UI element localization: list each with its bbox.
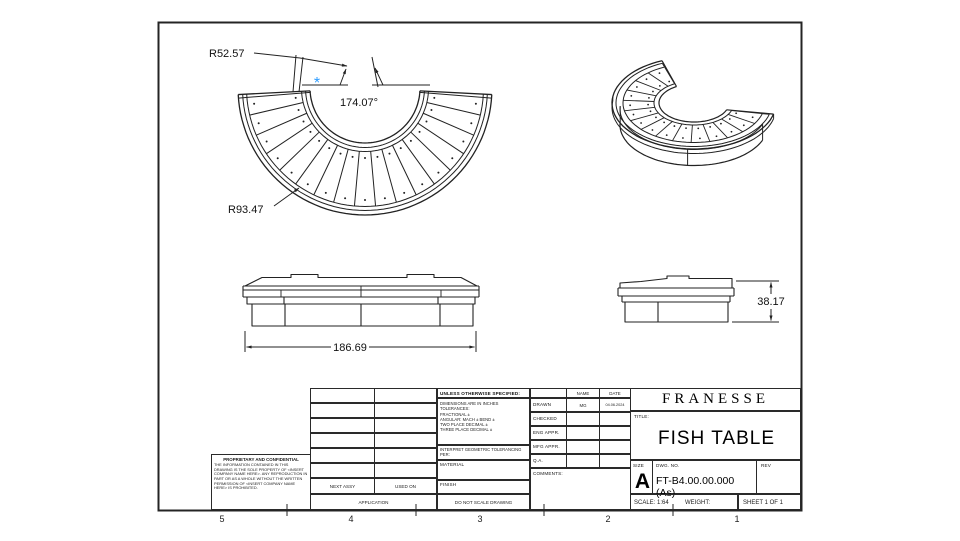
name-header-cell (566, 388, 600, 398)
fastener-dot (376, 156, 378, 158)
plank-seam (382, 149, 397, 202)
fastener-dot (475, 103, 477, 105)
zone-number: 2 (605, 514, 611, 524)
iso-plank-seam (703, 124, 710, 141)
fastener-dot (419, 131, 421, 133)
mfg-appr-date-cell (599, 440, 631, 454)
finish-label: FINISH (440, 482, 457, 487)
iso-plank-seam (631, 113, 659, 121)
iso-end-face (732, 111, 770, 115)
iso-fastener-dot (699, 137, 701, 139)
name-header: NAME (576, 390, 590, 396)
next-assy-label: NEXT ASSY (329, 483, 356, 489)
sheet-cell (738, 494, 801, 510)
fastener-dot (258, 122, 260, 124)
title-label: TITLE: (634, 414, 649, 419)
side-view[interactable] (618, 276, 734, 322)
side-counter-band (618, 288, 734, 296)
grid-cell (310, 418, 375, 433)
dim-arc-angle: 174.07° (339, 97, 379, 109)
grid-cell (310, 388, 375, 403)
fastener-dot (318, 140, 320, 142)
fastener-dot (364, 157, 366, 159)
mfg-appr-name-cell (566, 440, 600, 454)
fastener-dot (295, 97, 297, 99)
front-band-seams (281, 286, 441, 297)
iso-fastener-dot (716, 135, 718, 137)
plank-seam (280, 132, 320, 170)
zone-number: 1 (734, 514, 740, 524)
front-view-dimension (245, 331, 476, 354)
eng-appr-date-cell (599, 426, 631, 440)
do-not-scale-label: DO NOT SCALE DRAWING (454, 499, 513, 505)
drawn-date-cell (599, 398, 631, 412)
iso-fastener-dot (652, 129, 654, 131)
approval-row-label (530, 426, 567, 440)
iso-fastener-dot (650, 110, 652, 112)
fastener-dot (451, 157, 453, 159)
iso-fastener-dot (743, 124, 745, 126)
grid-cell (374, 418, 437, 433)
grid-cell (374, 448, 437, 463)
plank-seam (411, 132, 451, 170)
fastener-dot (470, 122, 472, 124)
fastener-dot (344, 197, 346, 199)
used-on-label: USED ON (395, 483, 416, 489)
fastener-dot (421, 183, 423, 185)
fastener-dot (277, 157, 279, 159)
end-cap (420, 91, 492, 95)
title-cell (630, 411, 801, 460)
grid-cell (374, 433, 437, 448)
tolerance-line: TOLERANCES: (440, 406, 470, 412)
approval-row-label (530, 440, 567, 454)
checked-date-cell (599, 412, 631, 426)
isometric-view[interactable] (612, 61, 774, 166)
rev-label: REV (761, 463, 772, 468)
tolerance-line: TWO PLACE DECIMAL ± (440, 422, 488, 427)
plank-seam (314, 145, 338, 195)
iso-fastener-dot (648, 97, 650, 99)
dim-overall-height: 38.17 (757, 296, 785, 308)
iso-plank-seam (648, 73, 668, 86)
plank-seam (371, 151, 376, 206)
approval-row-label (530, 454, 567, 468)
grid-cell (374, 403, 437, 418)
scale-value: SCALE: 1:64 (634, 500, 669, 506)
date-header: DATE (609, 390, 621, 396)
mfg-appr-label: MFG APPR. (533, 444, 560, 449)
iso-fastener-dot (636, 86, 638, 88)
size-label: SIZE (633, 463, 645, 468)
iso-plank-seam (627, 90, 656, 96)
drawn-name-cell (566, 398, 600, 412)
dwg-no-label: DWG. NO. (656, 463, 680, 468)
iso-fastener-dot (659, 85, 661, 87)
grid-cell (310, 463, 375, 478)
qa-date-cell (599, 454, 631, 468)
iso-fastener-dot (735, 112, 737, 114)
approvals-header-spacer (530, 388, 567, 398)
finish-cell (437, 480, 530, 494)
fastener-dot (462, 141, 464, 143)
iso-fastener-dot (633, 114, 635, 116)
plank-seam (427, 103, 481, 116)
approval-row-label (530, 412, 567, 426)
dim-outer-radius: R93.47 (228, 204, 264, 216)
checked-name-cell (566, 412, 600, 426)
fastener-dot (328, 147, 330, 149)
iso-outer-rim (616, 63, 769, 146)
iso-fastener-dot (668, 81, 670, 83)
tolerance-line: DIMENSIONS ARE IN INCHES (440, 401, 499, 406)
fastener-dot (352, 156, 354, 158)
zone-number: 3 (477, 514, 483, 524)
iso-plank-seam (623, 100, 654, 101)
uos-header-cell (437, 388, 530, 398)
tolerance-line: THREE PLACE DECIMAL ± (440, 427, 493, 433)
next-assy-cell (310, 478, 375, 494)
flag-note-asterisk: * (313, 75, 321, 92)
material-label: MATERIAL (440, 462, 465, 467)
leader-line (254, 53, 300, 58)
leader-arrow (300, 58, 347, 66)
approval-row-label (530, 398, 567, 412)
side-apron (622, 296, 730, 302)
grid-cell (310, 433, 375, 448)
date-header-cell (599, 388, 631, 398)
proprietary-header: PROPRIETARY AND CONFIDENTIAL (223, 457, 299, 462)
dim-inner-radius: R52.57 (209, 48, 245, 60)
fastener-dot (388, 153, 390, 155)
iso-fastener-dot (752, 116, 754, 118)
iso-end-face (662, 63, 674, 84)
side-top-profile (620, 276, 732, 288)
plank-seam (250, 103, 304, 116)
zone-number: 4 (348, 514, 354, 524)
iso-fastener-dot (647, 104, 649, 106)
fastener-dot (298, 109, 300, 111)
plank-seam (334, 149, 349, 202)
iso-fastener-dot (655, 116, 657, 118)
grid-cell (374, 388, 437, 403)
fastener-dot (325, 192, 327, 194)
interpret-cell (437, 445, 530, 460)
iso-fastener-dot (720, 123, 722, 125)
drawn-name: MG (579, 402, 587, 408)
iso-fastener-dot (709, 126, 711, 128)
iso-fastener-dot (629, 104, 631, 106)
drawn-label: DRAWN (533, 402, 552, 407)
leader-arrow (274, 188, 299, 206)
fastener-dot (364, 199, 366, 201)
side-view-dimension (732, 281, 785, 322)
fastener-dot (400, 147, 402, 149)
eng-appr-label: ENG APPR. (533, 430, 560, 435)
front-top-profile (245, 275, 477, 287)
eng-appr-name-cell (566, 426, 600, 440)
iso-plank-seam (624, 107, 654, 111)
fastener-dot (430, 109, 432, 111)
iso-inner-edge (659, 87, 727, 123)
iso-plank-seam (636, 81, 662, 91)
iso-fastener-dot (673, 125, 675, 127)
side-base (625, 302, 728, 322)
fastener-dot (307, 183, 309, 185)
iso-plank-seam (656, 122, 673, 137)
fastener-dot (253, 103, 255, 105)
iso-fastener-dot (659, 72, 661, 74)
comments-cell (530, 468, 631, 510)
angle-arrow (340, 69, 346, 85)
iso-fastener-dot (682, 137, 684, 139)
drawn-date: 04.06.2024 (605, 403, 625, 407)
front-base (252, 304, 473, 326)
fastener-dot (410, 140, 412, 142)
iso-inner-rim (654, 84, 732, 125)
iso-fastener-dot (685, 127, 687, 129)
iso-fastener-dot (666, 134, 668, 136)
proprietary-body: THE INFORMATION CONTAINED IN THIS DRAWING IS THE SOLE PROPERTY OF <INSERT COMPANY NAME HERE>. ANY REPRODUCTION IN PART OR AS A WHOLE WITHOUT THE WRITTEN PERMISSION OF <INSERT COMPANY NAME HERE> IS PROHIBITED. (214, 462, 308, 491)
zone-number: 5 (219, 514, 225, 524)
front-apron (247, 297, 475, 304)
iso-plank-seam (641, 118, 664, 130)
iso-plank-seam (691, 125, 692, 143)
fastener-dot (403, 192, 405, 194)
rev-cell (756, 460, 801, 494)
company-cell (630, 388, 801, 411)
grid-cell (374, 463, 437, 478)
used-on-cell (374, 478, 437, 494)
size-cell (630, 460, 653, 494)
iso-fastener-dot (646, 78, 648, 80)
fastener-dot (266, 141, 268, 143)
checked-label: CHECKED (533, 416, 557, 421)
do-not-scale-cell (437, 494, 530, 510)
iso-plank-seam (728, 114, 755, 123)
iso-fastener-dot (640, 122, 642, 124)
sheet-number: SHEET 1 OF 1 (743, 500, 783, 506)
weight-label: WEIGHT: (685, 500, 710, 506)
proprietary-note-box (211, 454, 311, 510)
plank-seam (392, 145, 416, 195)
fastener-dot (303, 120, 305, 122)
fastener-dot (384, 197, 386, 199)
outer-rim-inner (247, 94, 484, 206)
iso-plank-seam (722, 119, 743, 132)
qa-label: Q.A. (533, 458, 543, 463)
drawing-title: FISH TABLE (658, 428, 775, 449)
angle-witness-lines (293, 55, 378, 92)
iso-fastener-dot (731, 131, 733, 133)
fastener-dot (309, 131, 311, 133)
application-cell (310, 494, 437, 510)
iso-fastener-dot (697, 127, 699, 129)
outer-rim (243, 94, 488, 210)
sheet-size: A (634, 469, 651, 493)
comments-label: COMMENTS: (533, 471, 563, 476)
iso-fastener-dot (652, 91, 654, 93)
dwg-no-value: FT-B4.00.00.000 (As) (656, 475, 735, 499)
plank-seam (402, 139, 434, 184)
outer-edge (238, 95, 492, 215)
fastener-dot (433, 97, 435, 99)
qa-name-cell (566, 454, 600, 468)
fastener-dot (425, 120, 427, 122)
uos-header: UNLESS OTHERWISE SPECIFIED: (440, 391, 521, 396)
iso-fastener-dot (663, 121, 665, 123)
scale-cell (630, 494, 738, 510)
grid-cell (310, 448, 375, 463)
fastener-dot (340, 153, 342, 155)
front-view[interactable] (243, 275, 479, 327)
plan-view[interactable] (238, 91, 492, 215)
material-cell (437, 460, 530, 480)
tolerance-line: FRACTIONAL ± (440, 411, 470, 417)
company-name: FRANESSE (661, 391, 770, 407)
plank-seam (354, 151, 359, 206)
application-label: APPLICATION (358, 499, 389, 505)
tolerance-cell (437, 398, 530, 445)
tolerance-line: ANGULAR: MACH ± BEND ± (440, 416, 495, 422)
fastener-dot (291, 172, 293, 174)
iso-plank-seam (713, 122, 728, 137)
fastener-dot (437, 172, 439, 174)
grid-cell (310, 403, 375, 418)
iso-skirt-bottom (620, 122, 763, 165)
iso-fastener-dot (630, 95, 632, 97)
dim-overall-width: 186.69 (333, 342, 367, 354)
plank-seam (296, 139, 328, 184)
dwg-no-cell (652, 460, 757, 499)
interpret-label: INTERPRET GEOMETRIC TOLERANCING PER: (440, 447, 522, 458)
iso-fastener-dot (729, 118, 731, 120)
